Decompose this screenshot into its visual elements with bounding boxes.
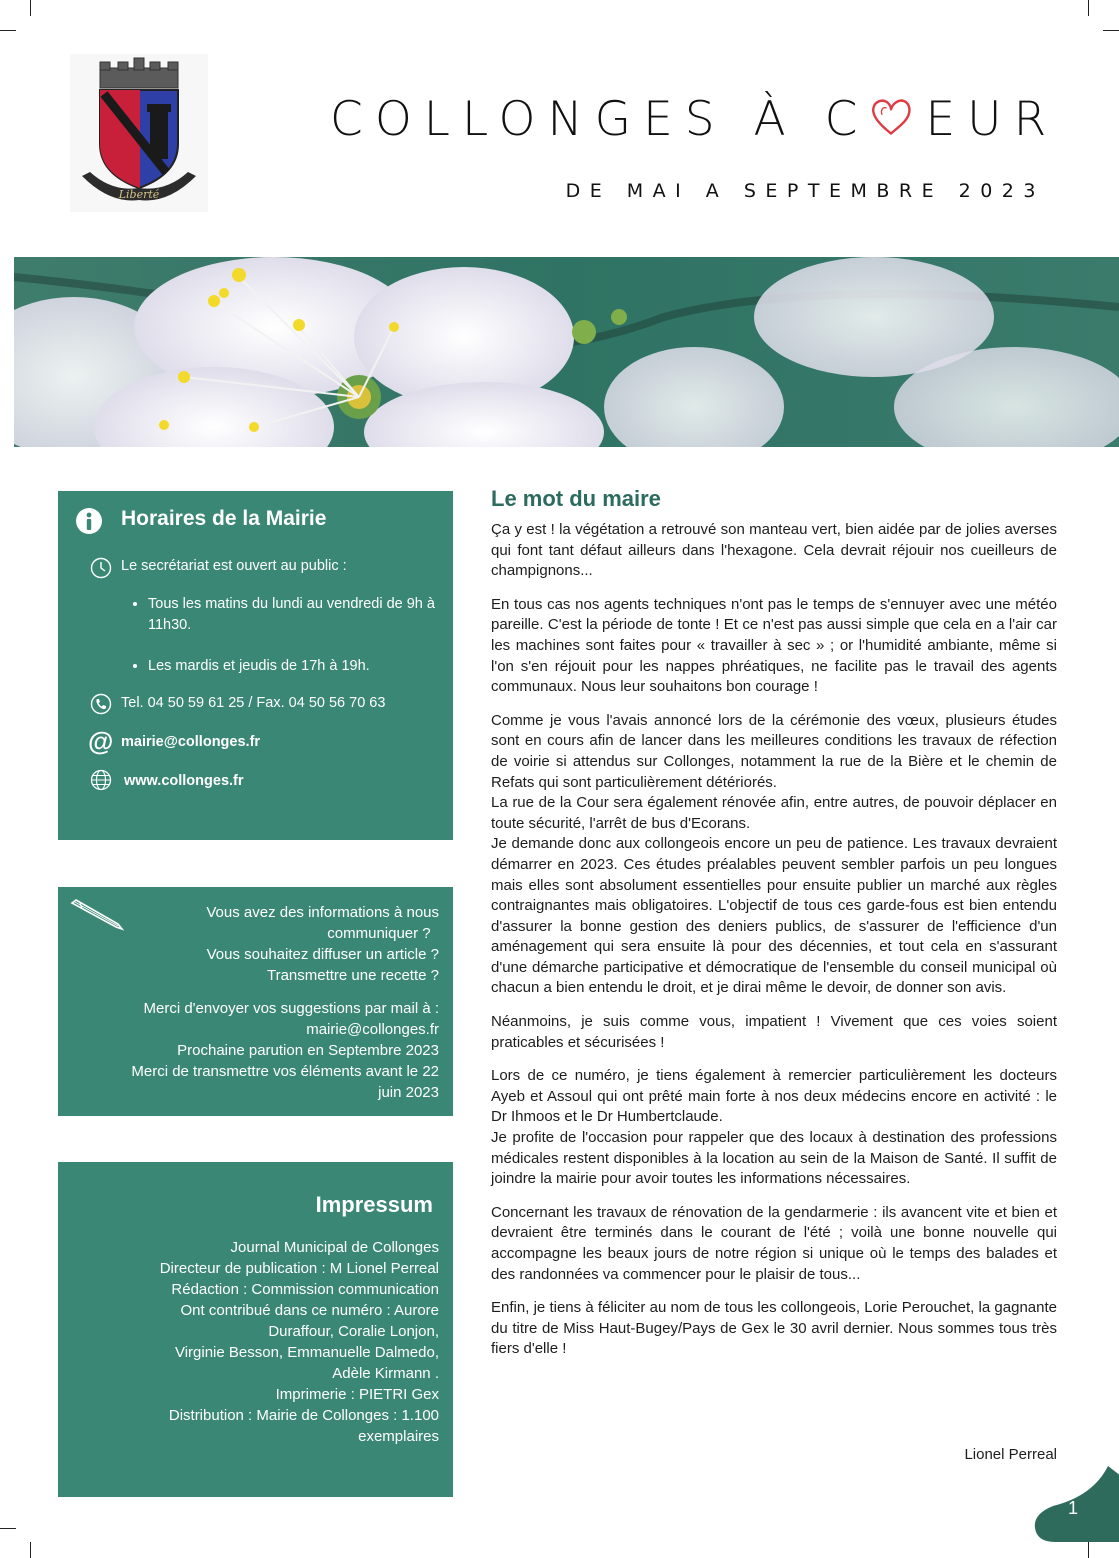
phone-fax: Tel. 04 50 59 61 25 / Fax. 04 50 56 70 63 xyxy=(121,695,386,711)
contribution-email[interactable]: mairie@collonges.fr xyxy=(306,1021,439,1038)
article-paragraph: Néanmoins, je suis comme vous, impatient ! Vivement que ces voies soient praticables et sécurisées ! xyxy=(491,1013,1057,1051)
office-intro: Le secrétariat est ouvert au public : xyxy=(121,558,347,574)
page-number: 1 xyxy=(1068,1498,1079,1518)
impressum-line: Distribution : Mairie de Collonges : 1.100 xyxy=(168,1407,439,1424)
impressum-text xyxy=(79,1237,439,1447)
crest-motto: Liberté xyxy=(118,188,160,201)
blossom-banner-image xyxy=(14,257,1119,447)
impressum-line: Rédaction : Commission communication xyxy=(171,1281,439,1298)
contribution-panel xyxy=(58,887,453,1116)
article-signature: Lionel Perreal xyxy=(964,1446,1057,1463)
list-item: • Les mardis et jeudis de 17h à 19h. xyxy=(148,656,448,677)
phone-icon xyxy=(90,693,112,715)
impressum-line: Duraffour, Coralie Lonjon, xyxy=(268,1323,439,1340)
impressum-line: Adèle Kirmann . xyxy=(332,1365,439,1382)
crop-mark xyxy=(30,1542,31,1558)
article-paragraph: Ça y est ! la végétation a retrouvé son manteau vert, bien aidée par de jolies averses qui font tant défaut ailleurs dans l'hexagone. Cela devrait réjouir nos cueilleurs de champignons... xyxy=(491,521,1057,580)
at-icon: @ xyxy=(88,726,114,756)
crop-mark xyxy=(1103,30,1119,31)
email-link[interactable]: mairie@collonges.fr xyxy=(121,734,261,750)
article-paragraph: Je demande donc aux collongeois encore un peu de patience. Les travaux devraient démarrer en 2023. Ces études préalables peuvent sembler parfois un peu longues mais elles sont absolument essentielles pour ensuite publier un marché aux règles contraignantes mais obligatoires. L'objectif de tous ces garde-fous est bien entendu d'assurer la bonne gestion des deniers publics, de s'assurer de l'efficience d'un aménagement qui sera ensuite là pour des décennies, et tout cela en s'assurant d'une démarche participative et démocratique de l'ensemble du conseil municipal où chacun a bien entendu le droit, et je dirai même le devoir, de donner son avis. xyxy=(491,835,1057,997)
article-paragraph: En tous cas nos agents techniques n'ont pas le temps de s'ennuyer avec une météo pareille. C'est la période de tonte ! Et ce n'est pas aussi simple que cela en a l'air car les machines sont faites pour « travailler à sec » ; or l'humidité ambiante, même si l'on s'en réjouit pour les nappes phréatiques, ne facilite pas le travail des agents communaux. Nous leur souhaitons bon courage ! xyxy=(491,595,1057,696)
contribution-line: Vous avez des informations à nous xyxy=(206,904,439,921)
impressum-line: Virginie Besson, Emmanuelle Dalmedo, xyxy=(174,1344,439,1361)
info-icon xyxy=(75,507,103,535)
clock-icon xyxy=(90,557,112,579)
article-paragraph: Lors de ce numéro, je tiens également à remercier particulièrement les docteurs Ayeb et Assoul qui ont prêté main forte à nos deux médecins encore en activité : le Dr Ihmoos et le Dr Humbertclaude. xyxy=(491,1067,1057,1126)
article-title: Le mot du maire xyxy=(491,486,661,511)
article-paragraph: Je profite de l'occasion pour rappeler que des locaux à destination des professions médicales restent disponibles à la location au sein de la Maison de Santé. Il suffit de joindre la mairie pour avoir toutes les informations nécessaires. xyxy=(491,1129,1057,1188)
crop-mark xyxy=(30,0,31,16)
impressum-line: Imprimerie : PIETRI Gex xyxy=(275,1386,439,1403)
heart-icon xyxy=(869,95,913,139)
contribution-text xyxy=(99,902,439,1115)
town-crest-logo xyxy=(70,54,208,212)
contribution-line: Merci d'envoyer vos suggestions par mail à : xyxy=(143,1000,439,1017)
list-item: • Tous les matins du lundi au vendredi de 9h à 11h30. xyxy=(148,594,448,636)
contribution-line: communiquer ? xyxy=(327,925,431,942)
page-title xyxy=(330,92,1070,147)
website-link[interactable]: www.collonges.fr xyxy=(124,773,244,789)
issue-period: DE MAI A SEPTEMBRE 2023 xyxy=(565,180,1045,202)
opening-hours-panel xyxy=(58,491,453,840)
crop-mark xyxy=(1088,0,1089,16)
impressum-panel xyxy=(58,1162,453,1497)
contribution-line: Prochaine parution en Septembre 2023 xyxy=(177,1042,439,1059)
opening-hours-title: Horaires de la Mairie xyxy=(121,507,327,530)
contribution-line: Transmettre une recette ? xyxy=(266,967,439,984)
article-paragraph: Comme je vous l'avais annoncé lors de la cérémonie des vœux, plusieurs études sont en cours afin de lancer dans les meilleures conditions les travaux de réfection de voirie si attendus sur Collonges, notamment la rue de la Bière et le chemin de Refats qui sont particulièrement détériorés. xyxy=(491,711,1057,791)
article-paragraph: Concernant les travaux de rénovation de la gendarmerie : ils avancent vite et bien et devraient être terminés dans le courant de l'été ; voilà une bonne nouvelle qui accompagne les beaux jours de notre région si unique où le temps des balades et des randonnées va commencer pour le plaisir de tous... xyxy=(491,1203,1057,1283)
contribution-line: juin 2023 xyxy=(378,1084,439,1101)
crop-mark xyxy=(1088,1542,1089,1558)
impressum-title: Impressum xyxy=(315,1192,433,1217)
impressum-line: Ont contribué dans ce numéro : Aurore xyxy=(180,1302,439,1319)
contribution-line: Merci de transmettre vos éléments avant le 22 xyxy=(131,1063,439,1080)
crop-mark xyxy=(0,30,16,31)
article-paragraph: Enfin, je tiens à féliciter au nom de tous les collongeois, Lorie Perouchet, la gagnante du titre de Miss Haut-Bugey/Pays de Gex le 30 avril dernier. Nous sommes tous très fiers d'elle ! xyxy=(491,1299,1057,1358)
impressum-line: Journal Municipal de Collonges xyxy=(230,1239,439,1256)
article-paragraph: La rue de la Cour sera également rénovée afin, entre autres, de pouvoir déplacer en toute sécurité, l'arrêt de bus d'Ecorans. xyxy=(491,794,1057,832)
mayor-article xyxy=(491,486,1057,1373)
hours-list xyxy=(128,594,448,697)
title-part-1: COLLONGES À C xyxy=(330,92,870,147)
impressum-line: Directeur de publication : M Lionel Perreal xyxy=(159,1260,439,1277)
globe-icon xyxy=(90,769,112,791)
contribution-line: Vous souhaitez diffuser un article ? xyxy=(206,946,439,963)
crop-mark xyxy=(0,1528,16,1529)
title-part-2: EUR xyxy=(925,92,1059,147)
impressum-line: exemplaires xyxy=(358,1428,439,1445)
